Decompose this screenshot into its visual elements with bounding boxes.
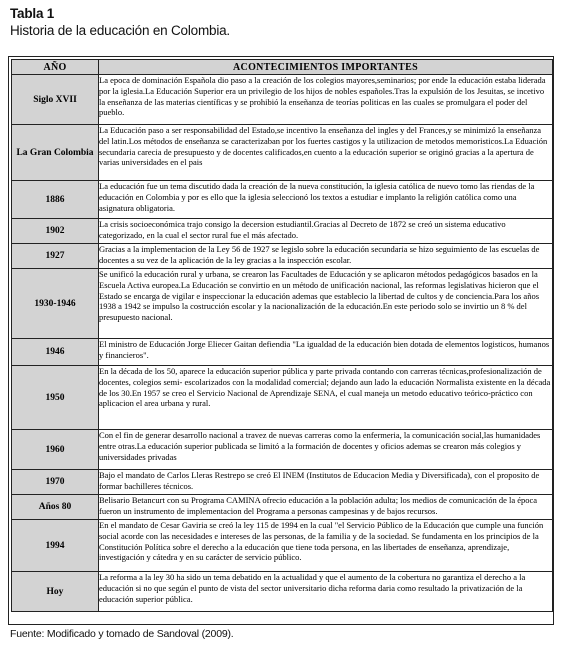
table-row	[12, 75, 553, 125]
row-year: Hoy	[12, 572, 99, 612]
table-row	[12, 495, 553, 520]
table-row	[12, 572, 553, 612]
header-events: ACONTECIMIENTOS IMPORTANTES	[99, 60, 553, 75]
row-year: 1970	[12, 470, 99, 495]
row-year: 1902	[12, 219, 99, 244]
row-description: En la década de los 50, aparece la educación superior pública y parte privada contando con carreras técnicas,profesionalización de docentes, colegios semi- escolarizados con la modalidad comercial; dejando aun lado la educación Normalista existente en la década de los 30.En 1957 se creo el Servicio Nacional de Aprendizaje SENA, el cual maneja un metodo educativo teórico-práctico con aplicacion el area urbana y rural.	[99, 366, 553, 430]
row-description: La Educación paso a ser responsabilidad del Estado,se incentivo la enseñanza del ingles y del Frances,y se minimizó la enseñanza del latin.Los métodos de enseñanza se caracterizaban por los fuertes castigos y la utilizacion de metodos memoristicos.La Eduación secundaria carecia de presupuesto y de docentes calificados,en cuento a la educación superior se originó gracias a la apertura de varias universidades en el pais	[99, 125, 553, 181]
table-title: Tabla 1	[10, 6, 55, 21]
table-row	[12, 470, 553, 495]
table-row	[12, 244, 553, 269]
row-description: La reforma a la ley 30 ha sido un tema debatido en la actualidad y que el aumento de la cobertura no garantiza el derecho a la educación si no que según el punto de vista del sector universitario dicha reforma daria como resultado la privatización de la educación superior pública.	[99, 572, 553, 612]
row-description: Se unificó la educación rural y urbana, se crearon las Facultades de Educación y se aplicaron métodos pedagógicos basados en la Escuela Activa europea.La Educación se convirtio en un método de unificación nacional, las reformas legislativas hicieron que el Estado se encarga de vigilar e inspeccionar la educación ademas que establecio la libertad de cultos y de conciencia.Para los años 1938 a 1942 se impulso la costrucción escolar y la nacionalización de la educación.En este periodo solo se invirtio un 8 % del presupuesto nacional.	[99, 269, 553, 339]
row-year: La Gran Colombia	[12, 125, 99, 181]
row-description: La crisis socioeconómica trajo consigo la decersion estudiantil.Gracias al Decreto de 1872 se creó un sistema educativo categorizado, en la cual el sector rural fue el más afectado.	[99, 219, 553, 244]
table-header-row	[12, 60, 553, 75]
row-description: La educación fue un tema discutido dada la creación de la nueva constitución, la iglesia católica de nuevo tomo las riendas de la educación en Colombia y por es ello que la iglesia seleccionó los textos a estudiar e implanto la religión católica como una asignatura obligatoria.	[99, 181, 553, 219]
row-description: En el mandato de Cesar Gaviria se creó la ley 115 de 1994 en la cual "el Servicio Público de la Educación que cumple una función social acorde con las necesidades e intereses de las personas, de la familia y de la sociedad. Se fundamenta en los principios de la Constitución Política sobre el derecho a la educación que tiene toda persona, en las libertades de enseñanza, aprendizaje, investigación y cátedra y en su carácter de servicio público.	[99, 520, 553, 572]
table-source: Fuente: Modificado y tomado de Sandoval (2009).	[10, 628, 234, 640]
row-description: Bajo el mandato de Carlos Lleras Restrepo se creó El INEM (Institutos de Educacion Media y Diversificada), con el proposito de formar bachilleres técnicos.	[99, 470, 553, 495]
table-row	[12, 181, 553, 219]
table-row	[12, 366, 553, 430]
row-year: 1930-1946	[12, 269, 99, 339]
row-year: 1950	[12, 366, 99, 430]
table-row	[12, 339, 553, 366]
row-year: 1994	[12, 520, 99, 572]
row-year: 1960	[12, 430, 99, 470]
row-year: Años 80	[12, 495, 99, 520]
row-year: 1886	[12, 181, 99, 219]
row-year: 1927	[12, 244, 99, 269]
table-row	[12, 430, 553, 470]
row-year: 1946	[12, 339, 99, 366]
row-description: Con el fin de generar desarrollo nacional a travez de nuevas carreras como la enfermeria, la comunicación social,las humanidades entre otras.La educación superior publicada se limitó a la formación de docentes y oficios ademas se crearon más colegios y universidades privadas	[99, 430, 553, 470]
table-subtitle: Historia de la educación en Colombia.	[10, 23, 230, 38]
table-row	[12, 520, 553, 572]
row-description: La epoca de dominación Española dio paso a la creación de los colegios mayores,seminarios; por ende la educación estaba liderada por la iglesia.La Educación Superior era un privilegio de los hijos de nobles españoles.Tras la expulsión de los Jesuitas, se incetivo la enseñanza de las materias científicas y se prohibió la enseñanza de teorías politicas en las cuales se promulgara el poder del pueblo.	[99, 75, 553, 125]
row-description: Gracias a la implementacion de la Ley 56 de 1927 se legislo sobre la educación secundaria se hizo seguimiento de las escuelas de docentes a su vez de la aplicación de la ley gracias a la inspección escolar.	[99, 244, 553, 269]
row-description: Belisario Betancurt con su Programa CAMINA ofrecio educación a la población adulta; los medios de comunicación de la época fueron un instrumento de implementacion del Programa a personas campesinas y de bajos recursos.	[99, 495, 553, 520]
table-row	[12, 125, 553, 181]
row-description: El ministro de Educación Jorge Eliecer Gaitan defiendia "La igualdad de la educación bien dotada de elementos logisticos, humanos y financieros".	[99, 339, 553, 366]
row-year: Siglo XVII	[12, 75, 99, 125]
history-table	[11, 59, 553, 612]
header-year: AÑO	[12, 60, 99, 75]
table-row	[12, 219, 553, 244]
table-row	[12, 269, 553, 339]
